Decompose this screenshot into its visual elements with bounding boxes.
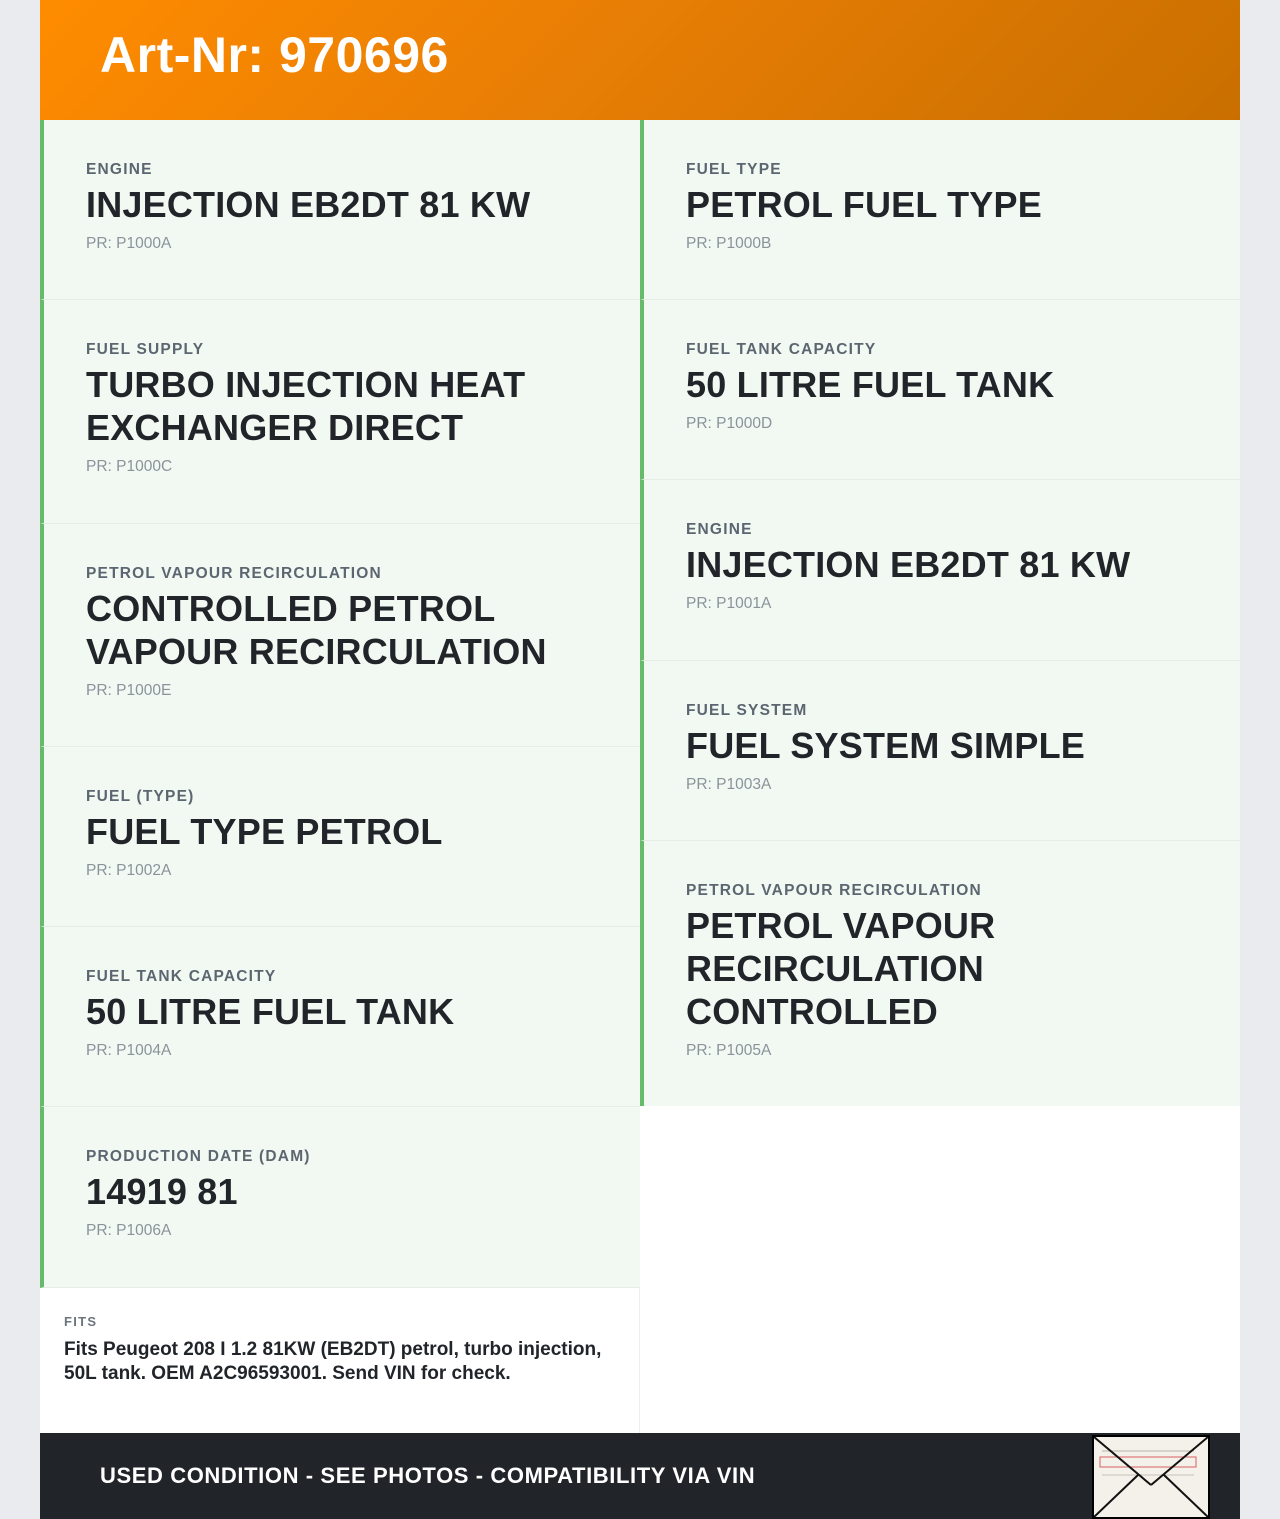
spec-card (640, 841, 1240, 1106)
left-column (40, 120, 640, 1434)
spec-card (640, 300, 1240, 480)
spec-label: FUEL (TYPE) (86, 788, 195, 805)
spec-label: FUEL TYPE (686, 161, 782, 178)
spec-pr-code: PR: P1005A (686, 1042, 772, 1059)
spec-card (40, 300, 640, 524)
part-photo-thumbnail[interactable] (1092, 1435, 1210, 1519)
spec-value: FUEL TYPE PETROL (86, 811, 443, 852)
spec-card (640, 120, 1240, 300)
spec-value: PETROL FUEL TYPE (686, 184, 1042, 225)
spec-label: FUEL SYSTEM (686, 702, 808, 719)
spec-pr-code: PR: P1001A (686, 595, 772, 612)
right-column (640, 120, 1240, 1434)
envelope-icon (1094, 1437, 1208, 1517)
spec-card (40, 524, 640, 747)
spec-columns (40, 120, 1240, 1434)
spec-label: ENGINE (686, 521, 753, 538)
spec-label: PETROL VAPOUR RECIRCULATION (686, 882, 982, 899)
fits-section (40, 1288, 640, 1434)
spec-value: 50 LITRE FUEL TANK (686, 364, 1055, 405)
spec-value: FUEL SYSTEM SIMPLE (686, 725, 1085, 766)
spec-card (40, 927, 640, 1107)
spec-card (40, 747, 640, 927)
spec-pr-code: PR: P1000E (86, 682, 172, 699)
fits-label: FITS (64, 1314, 98, 1329)
spec-pr-code: PR: P1002A (86, 862, 172, 879)
spec-value: CONTROLLED PETROL VAPOUR RECIRCULATION (86, 588, 547, 672)
spec-pr-code: PR: P1004A (86, 1042, 172, 1059)
spec-value: INJECTION EB2DT 81 KW (686, 544, 1131, 585)
spec-card (640, 480, 1240, 661)
spec-label: FUEL TANK CAPACITY (86, 968, 277, 985)
spec-pr-code: PR: P1000A (86, 235, 172, 252)
spec-value: INJECTION EB2DT 81 KW (86, 184, 531, 225)
spec-value: 50 LITRE FUEL TANK (86, 991, 455, 1032)
footer-bar (40, 1433, 1240, 1519)
spec-value: TURBO INJECTION HEAT EXCHANGER DIRECT (86, 364, 526, 448)
spec-pr-code: PR: P1000C (86, 458, 173, 475)
spec-pr-code: PR: P1000D (686, 415, 773, 432)
article-number-title: Art-Nr: 970696 (100, 27, 449, 83)
spec-card (40, 1107, 640, 1288)
spec-value: 14919 81 (86, 1171, 238, 1212)
header-bar (40, 0, 1240, 120)
spec-pr-code: PR: P1006A (86, 1222, 172, 1239)
condition-note: USED CONDITION - SEE PHOTOS - COMPATIBILITY VIA VIN (100, 1463, 756, 1488)
spec-label: ENGINE (86, 161, 153, 178)
spec-label: FUEL TANK CAPACITY (686, 341, 877, 358)
spec-sheet (40, 0, 1240, 1519)
spec-value: PETROL VAPOUR RECIRCULATION CONTROLLED (686, 905, 996, 1032)
spec-pr-code: PR: P1000B (686, 235, 772, 252)
spec-pr-code: PR: P1003A (686, 776, 772, 793)
spec-label: PRODUCTION DATE (DAM) (86, 1148, 311, 1165)
spec-label: PETROL VAPOUR RECIRCULATION (86, 565, 382, 582)
spec-card (40, 120, 640, 300)
spec-label: FUEL SUPPLY (86, 341, 205, 358)
spec-card (640, 661, 1240, 841)
fits-text: Fits Peugeot 208 I 1.2 81KW (EB2DT) petrol, turbo injection, 50L tank. OEM A2C96593001. Send VIN for check. (64, 1339, 602, 1384)
